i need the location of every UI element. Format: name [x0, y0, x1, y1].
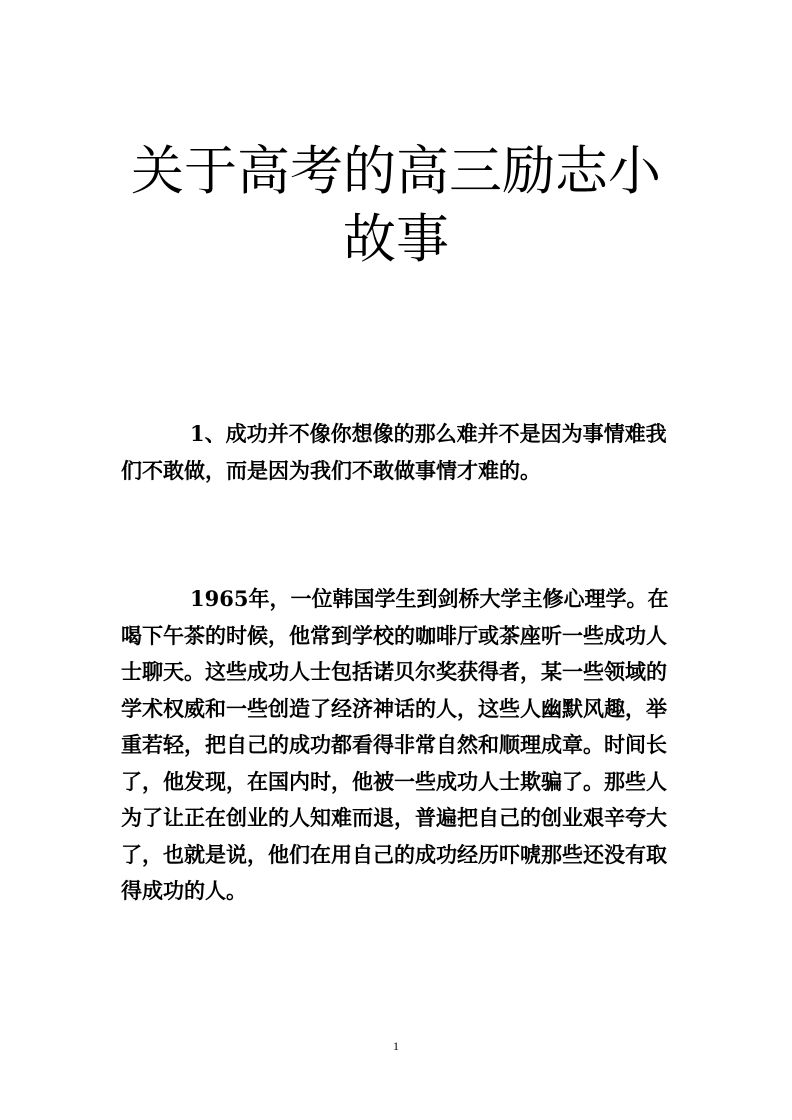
- page-number: 1: [393, 1039, 399, 1053]
- document-title: 关于高考的高三励志小故事: [131, 141, 661, 270]
- paragraph-1: 1、成功并不像你想像的那么难并不是因为事情难我们不敢做，而是因为我们不敢做事情才难的。: [121, 421, 667, 483]
- paragraph-2: 1965年，一位韩国学生到剑桥大学主修心理学。在喝下午茶的时候，他常到学校的咖啡厅或茶座听一些成功人士聊天。这些成功人士包括诺贝尔奖获得者，某一些领域的学术权威和一些创造了经济神话的人，这些人幽默风趣，举重若轻，把自己的成功都看得非常自然和顺理成章。时间长了，他发现，在国内时，他被一些成功人士欺骗了。那些人为了让正在创业的人知难而退，普遍把自己的创业艰辛夸大了，也就是说，他们在用自己的成功经历吓唬那些还没有取得成功的人。: [121, 586, 669, 903]
